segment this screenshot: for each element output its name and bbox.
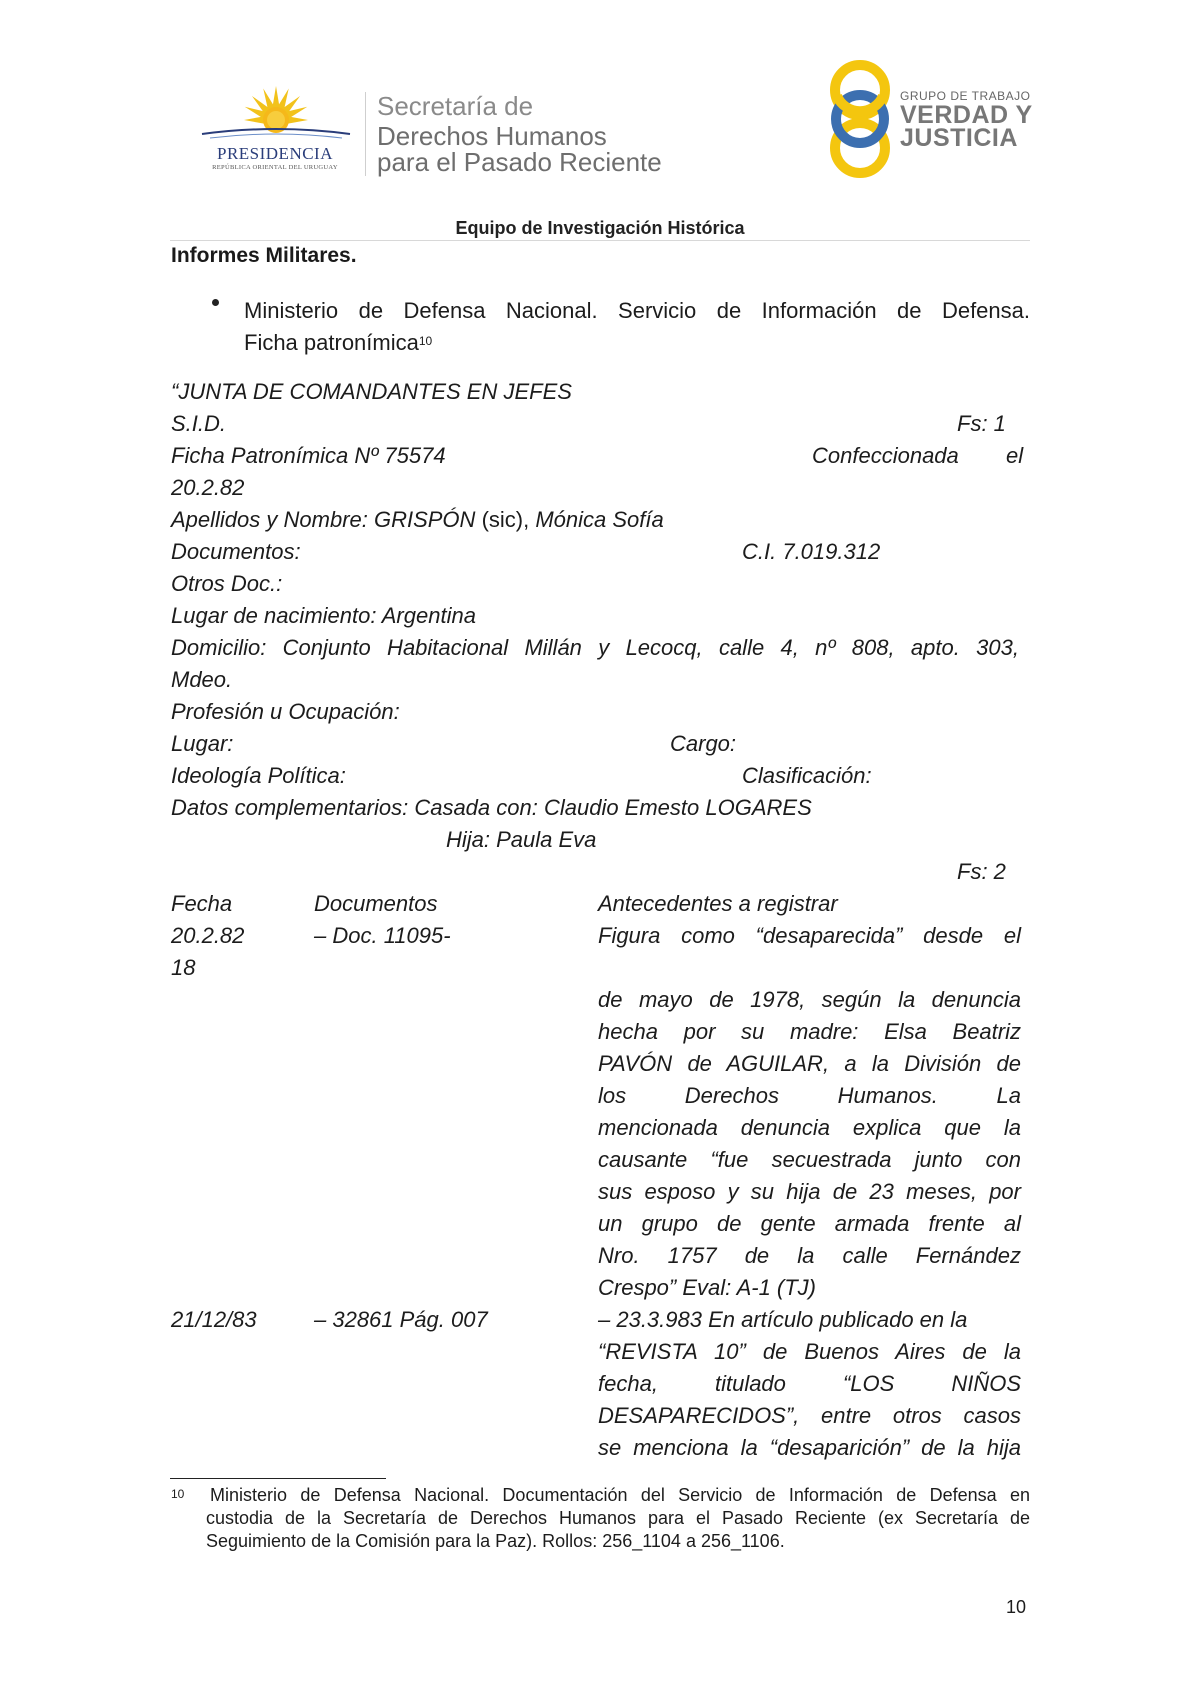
footnote-line-2: custodia de la Secretaría de Derechos Humanos para el Pasado Reciente (ex Secretaría de — [206, 1508, 1030, 1528]
footnote-line-1: Ministerio de Defensa Nacional. Documentación del Servicio de Información de Defensa en — [210, 1485, 1030, 1505]
ficha-otros-doc: Otros Doc.: — [171, 571, 283, 596]
row1-antecedente-line: PAVÓN de AGUILAR, a la División de — [598, 1051, 1021, 1076]
bullet-line-2 — [244, 327, 432, 359]
table-header-antecedentes: Antecedentes a registrar — [598, 891, 838, 916]
presidencia-label: PRESIDENCIA — [216, 144, 333, 163]
ficha-ideologia: Ideología Política: — [171, 763, 346, 788]
footnote-line-3: Seguimiento de la Comisión para la Paz). Rollos: 256_1104 a 256_1106. — [206, 1531, 785, 1551]
footnote-rule — [170, 1478, 386, 1479]
secretaria-line-1: Secretaría de — [377, 91, 534, 121]
ficha-profesion: Profesión u Ocupación: — [171, 699, 400, 724]
footnote-ref[interactable]: 10 — [418, 334, 433, 348]
row1-antecedente-line: sus esposo y su hija de 23 meses, por — [598, 1179, 1021, 1204]
row2-antecedente-line: fecha, titulado “LOS NIÑOS — [598, 1371, 1021, 1396]
ficha-cargo: Cargo: — [670, 731, 737, 756]
ficha-datos-complementarios: Datos complementarios: Casada con: Claudio Emesto LOGARES — [171, 795, 812, 820]
ficha-documentos: Documentos: — [171, 539, 301, 564]
row1-antecedente-line: Nro. 1757 de la calle Fernández — [598, 1243, 1021, 1268]
ficha-ci: C.I. 7.019.312 — [742, 539, 881, 564]
row1-antecedente-line: Figura como “desaparecida” desde el — [598, 923, 1021, 948]
header-divider — [365, 92, 366, 176]
row1-documento-1: – Doc. 11095- — [314, 923, 451, 948]
row1-antecedente-line: hecha por su madre: Elsa Beatriz — [598, 1019, 1021, 1044]
header-rule — [170, 240, 1030, 241]
ficha-sid: S.I.D. — [171, 411, 227, 436]
apellidos-label: Apellidos y Nombre: GRISPÓN — [171, 507, 476, 532]
row1-documento-2: 18 — [171, 955, 196, 980]
row1-antecedente-line: de mayo de 1978, según la denuncia — [598, 987, 1021, 1012]
bullet-line-1: Ministerio de Defensa Nacional. Servicio de Información de Defensa. — [244, 298, 1030, 323]
equipo-heading: Equipo de Investigación Histórica — [455, 218, 745, 238]
row2-documento: – 32861 Pág. 007 — [314, 1307, 488, 1332]
ficha-clasificacion: Clasificación: — [742, 763, 872, 788]
row1-antecedente-line-last: Crespo” Eval: A-1 (TJ) — [598, 1275, 817, 1300]
presidencia-subtitle: REPÚBLICA ORIENTAL DEL URUGUAY — [212, 164, 338, 171]
table-header-fecha: Fecha — [171, 891, 233, 916]
ficha-domicilio-2: Mdeo. — [171, 667, 233, 692]
grupo-trabajo-label: GRUPO DE TRABAJO — [900, 89, 1031, 103]
footnote-number: 10 — [171, 1487, 185, 1501]
justicia-label: JUSTICIA — [900, 124, 1018, 152]
nombre: Mónica Sofía — [535, 507, 664, 532]
bullet-dot — [212, 299, 219, 306]
ficha-lugar-nacimiento: Lugar de nacimiento: Argentina — [171, 603, 476, 628]
row2-antecedente-line: – 23.3.983 En artículo publicado en la — [598, 1307, 968, 1332]
verdad-justicia-rings-logo — [820, 56, 900, 182]
ficha-lugar: Lugar: — [171, 731, 234, 756]
ficha-fecha-confeccion: 20.2.82 — [171, 475, 245, 500]
verdad-label: VERDAD Y — [900, 101, 1033, 129]
secretaria-line-2: Derechos Humanos — [377, 121, 607, 151]
ficha-title: “JUNTA DE COMANDANTES EN JEFES — [171, 379, 572, 404]
row2-antecedente-line: se menciona la “desaparición” de la hija — [598, 1435, 1021, 1460]
secretaria-line-3: para el Pasado Reciente — [377, 147, 662, 177]
row2-antecedente-line: “REVISTA 10” de Buenos Aires de la — [598, 1339, 1021, 1364]
table-header-documentos: Documentos — [314, 891, 438, 916]
row2-fecha: 21/12/83 — [171, 1307, 257, 1332]
ficha-el: el — [1006, 443, 1024, 468]
row1-fecha: 20.2.82 — [171, 923, 245, 948]
row1-antecedente-line: los Derechos Humanos. La — [598, 1083, 1021, 1108]
ficha-fs1: Fs: 1 — [957, 411, 1006, 436]
row1-antecedente-line: mencionada denuncia explica que la — [598, 1115, 1021, 1140]
ficha-domicilio-1: Domicilio: Conjunto Habitacional Millán y Lecocq, calle 4, nº 808, apto. 303, — [171, 635, 1019, 660]
sic-note: (sic), — [481, 507, 530, 532]
bullet-line-2-text: Ficha patronímica — [244, 330, 419, 355]
ficha-fs2: Fs: 2 — [957, 859, 1006, 884]
section-title: Informes Militares. — [171, 244, 357, 267]
page-number: 10 — [1006, 1597, 1027, 1617]
ficha-number: Ficha Patronímica Nº 75574 — [171, 443, 446, 468]
ficha-apellidos — [171, 504, 664, 536]
row2-antecedente-line: DESAPARECIDOS”, entre otros casos — [598, 1403, 1021, 1428]
ficha-hija: Hija: Paula Eva — [446, 827, 597, 852]
row1-antecedente-line: causante “fue secuestrada junto con — [598, 1147, 1021, 1172]
row1-antecedente-line: un grupo de gente armada frente al — [598, 1211, 1021, 1236]
ficha-confeccionada: Confeccionada — [812, 443, 959, 468]
